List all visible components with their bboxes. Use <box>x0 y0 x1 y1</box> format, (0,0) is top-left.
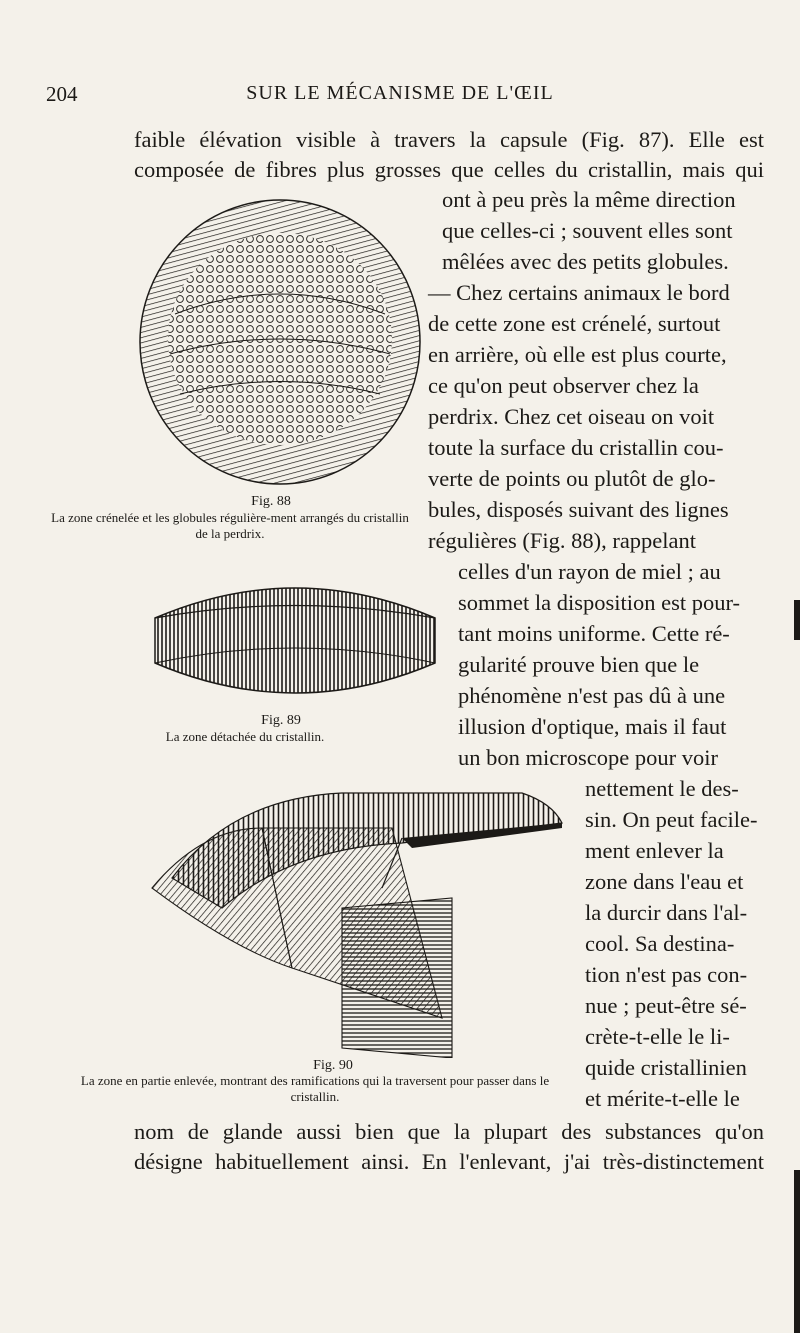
text-line: régulières (Fig. 88), rappelant <box>428 528 697 553</box>
figure-89-drawing <box>145 568 445 708</box>
figure-88-caption: La zone crénelée et les globules régulière-ment arrangés du cristallin de la perdrix. <box>51 510 409 541</box>
figure-88-drawing <box>135 194 425 490</box>
text-line: que celles-ci ; souvent elles sont <box>442 218 733 243</box>
text-line: toute la surface du cristallin cou- <box>428 435 724 460</box>
text-line: ment enlever la <box>585 838 724 863</box>
text-line: la durcir dans l'al- <box>585 900 748 925</box>
text-line: mêlées avec des petits globules. <box>442 249 729 274</box>
text-line: zone dans l'eau et <box>585 869 744 894</box>
figure-90-drawing <box>142 768 572 1058</box>
text-line: nettement le des- <box>585 776 739 801</box>
page-header <box>0 82 800 112</box>
text-line: faible élévation visible à travers la capsule (Fig. 87). Elle est <box>134 127 764 152</box>
text-line: nom de glande aussi bien que la plupart des substances qu'on <box>134 1119 764 1144</box>
text-line: quide cristallinien <box>585 1055 747 1080</box>
text-line: tant moins uniforme. Cette ré- <box>458 621 730 646</box>
text-line: nue ; peut-être sé- <box>585 993 747 1018</box>
running-title: SUR LE MÉCANISME DE L'ŒIL <box>246 82 554 104</box>
page-edge-mark <box>794 600 800 640</box>
figure-90-illustration <box>142 768 572 1058</box>
text-line: composée de fibres plus grosses que celles du cristallin, mais qui <box>134 157 764 182</box>
text-line: ont à peu près la même direction <box>442 187 736 212</box>
text-line: phénomène n'est pas dû à une <box>458 683 726 708</box>
text-line: désigne habituellement ainsi. En l'enlevant, j'ai très-distinctement <box>134 1149 764 1174</box>
page-edge-mark <box>794 1170 800 1333</box>
text-line: sommet la disposition est pour- <box>458 590 741 615</box>
text-line: gularité prouve bien que le <box>458 652 700 677</box>
text-line: illusion d'optique, mais il faut <box>458 714 727 739</box>
text-line: cool. Sa destina- <box>585 931 735 956</box>
text-line: — Chez certains animaux le bord <box>428 280 730 305</box>
text-line: et mérite-t-elle le <box>585 1086 740 1111</box>
text-line: un bon microscope pour voir <box>458 745 718 770</box>
text-line: sin. On peut facile- <box>585 807 758 832</box>
figure-89-illustration <box>145 568 445 708</box>
text-line: crète-t-elle le li- <box>585 1024 730 1049</box>
figure-88-label: Fig. 88 <box>251 494 291 509</box>
figure-89-caption: La zone détachée du cristallin. <box>165 729 325 744</box>
text-line: ce qu'on peut observer chez la <box>428 373 699 398</box>
text-line: bules, disposés suivant des lignes <box>428 497 729 522</box>
text-line: de cette zone est crénelé, surtout <box>428 311 721 336</box>
text-line: perdrix. Chez cet oiseau on voit <box>428 404 715 429</box>
text-line: verte de points ou plutôt de glo- <box>428 466 716 491</box>
figure-88-illustration <box>135 194 425 490</box>
figure-90-label: Fig. 90 <box>313 1058 353 1073</box>
page-number: 204 <box>46 82 78 106</box>
text-line: tion n'est pas con- <box>585 962 748 987</box>
figure-90-caption: La zone en partie enlevée, montrant des ramifications qui la traversent pour passer dans le cristallin. <box>80 1073 550 1104</box>
text-line: en arrière, où elle est plus courte, <box>428 342 727 367</box>
figure-89-label: Fig. 89 <box>261 713 301 728</box>
text-line: celles d'un rayon de miel ; au <box>458 559 721 584</box>
